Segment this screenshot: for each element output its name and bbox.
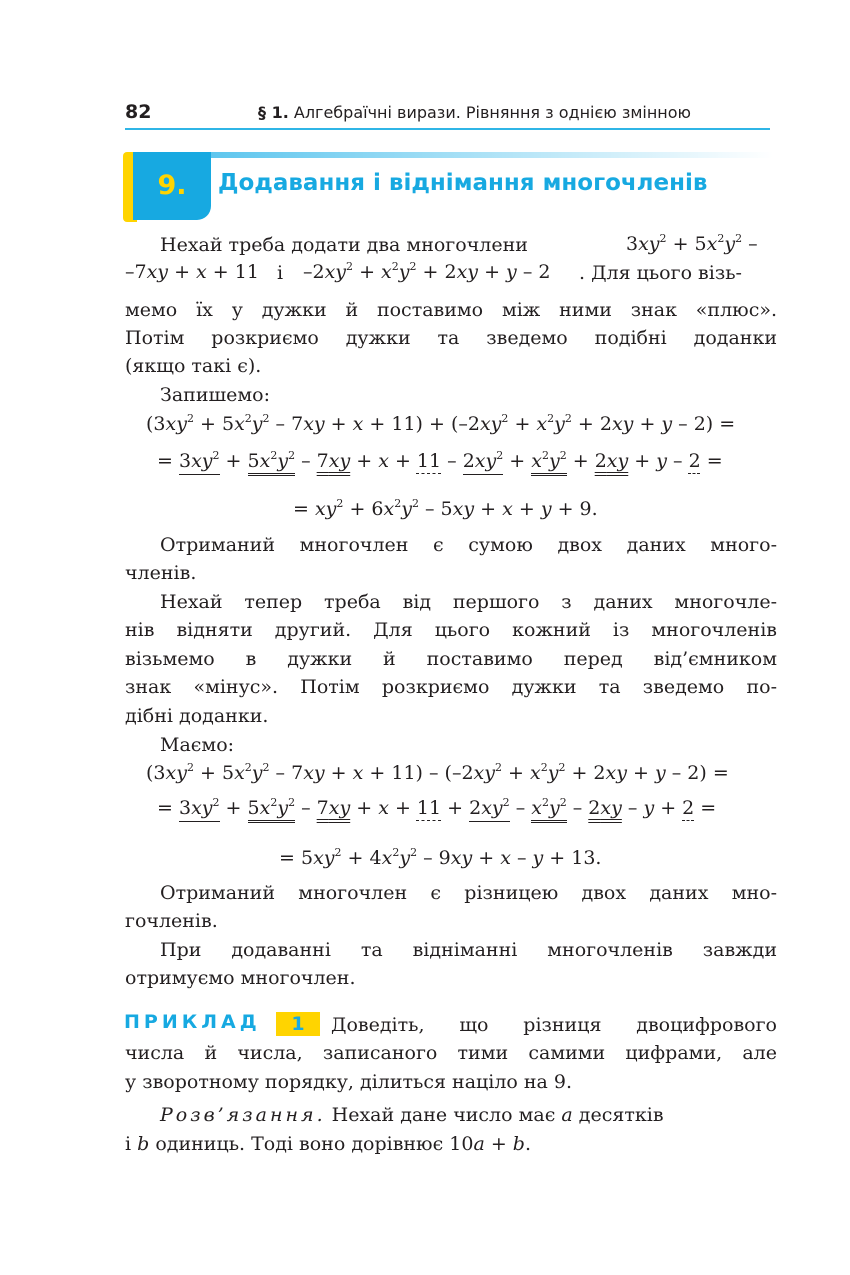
- section-band: [211, 152, 773, 158]
- section-mark: § 1.: [258, 103, 289, 122]
- conclusion-line-2: отримуємо многочлен.: [125, 967, 356, 989]
- p2-line-5: дібні доданки.: [125, 705, 269, 727]
- have-label: Маємо:: [160, 734, 235, 756]
- page-header: [125, 101, 770, 125]
- sum-equation-1: $(3xy^2 + 5x^2y^2 - 7xy + x + 11) + (-2xy^2 + x^2y^2 + 2xy + y - 2)$ =: [146, 412, 736, 435]
- math-poly-2: $-2xy^2 + x^2y^2 + 2xy + y - 2$: [303, 260, 551, 283]
- example-line-1: Доведіть, що різниця двоцифрового: [331, 1014, 777, 1036]
- math-poly-1b: –7xy + x + 11: [125, 261, 259, 283]
- page-number: 82: [125, 101, 152, 123]
- math-poly-1a: $3xy^2 + 5x^2y^2$ –: [626, 232, 758, 255]
- example-line-3: у зворотному порядку, ділиться націло на 9.: [125, 1071, 573, 1093]
- header-rule: [125, 128, 770, 130]
- p2-line-1: Нехай тепер треба від першого з даних многочле-: [160, 591, 777, 613]
- p1-line-2a: і: [277, 262, 284, 284]
- example-number: 1: [276, 1012, 320, 1036]
- running-title-text: Алгебраїчні вирази. Рівняння з однією змінною: [293, 103, 692, 122]
- running-title: [258, 103, 691, 122]
- solution-label: Розв’язання.: [160, 1104, 326, 1126]
- diff-result-line-1: Отриманий многочлен є різницею двох даних мно-: [160, 882, 777, 904]
- p1-line-2b: . Для цього візь-: [579, 262, 742, 284]
- example-label: ПРИКЛАД: [124, 1011, 261, 1033]
- sum-result-line-2: членів.: [125, 562, 197, 584]
- p2-line-4: знак «мінус». Потім розкриємо дужки та зведемо по-: [125, 676, 777, 698]
- p1-line-3: мемо їх у дужки й поставимо між ними знак «плюс».: [125, 299, 777, 321]
- p2-line-3: візьмемо в дужки й поставимо перед від’ємником: [125, 648, 777, 670]
- p1-line-5: (якщо такі є).: [125, 355, 262, 377]
- diff-equation-3: = $5xy^2 + 4x^2y^2 - 9xy + x - y + 13$.: [279, 846, 602, 869]
- example-line-2: числа й числа, записаного тими самими цифрами, але: [125, 1042, 777, 1064]
- diff-equation-2: = $3xy^2 + 5x^2y^2 - 7xy + x + 11 + 2xy^2 - x^2y^2 - 2xy - y + 2$ =: [157, 797, 716, 819]
- conclusion-line-1: При додаванні та відніманні многочленів завжди: [160, 939, 777, 961]
- write-label: Запишемо:: [160, 384, 271, 406]
- section-number: 9.: [157, 170, 187, 201]
- diff-equation-1: $(3xy^2 + 5x^2y^2 - 7xy + x + 11) - (-2xy^2 + x^2y^2 + 2xy + y - 2)$ =: [146, 761, 729, 784]
- solution-line-1: Розв’язання. Нехай дане число має a десятків: [160, 1104, 664, 1126]
- section-heading: [123, 152, 773, 222]
- sum-equation-2: = $3xy^2 + 5x^2y^2 - 7xy + x + 11 - 2xy^2 + x^2y^2 + 2xy + y - 2$ =: [157, 450, 723, 472]
- p2-line-2: нів відняти другий. Для цього кожний із многочленів: [125, 619, 777, 641]
- section-title: Додавання і віднімання многочленів: [218, 170, 708, 196]
- p1-line-4: Потім розкриємо дужки та зведемо подібні доданки: [125, 327, 777, 349]
- sum-equation-3: = $xy^2 + 6x^2y^2 - 5xy + x + y + 9$.: [293, 497, 598, 520]
- diff-result-line-2: гочленів.: [125, 910, 218, 932]
- sum-result-line-1: Отриманий многочлен є сумою двох даних много-: [160, 534, 777, 556]
- p1-line-1: Нехай треба додати два многочлени: [160, 234, 528, 256]
- solution-line-2: і b одиниць. Тоді воно дорівнює 10a + b.: [125, 1133, 532, 1155]
